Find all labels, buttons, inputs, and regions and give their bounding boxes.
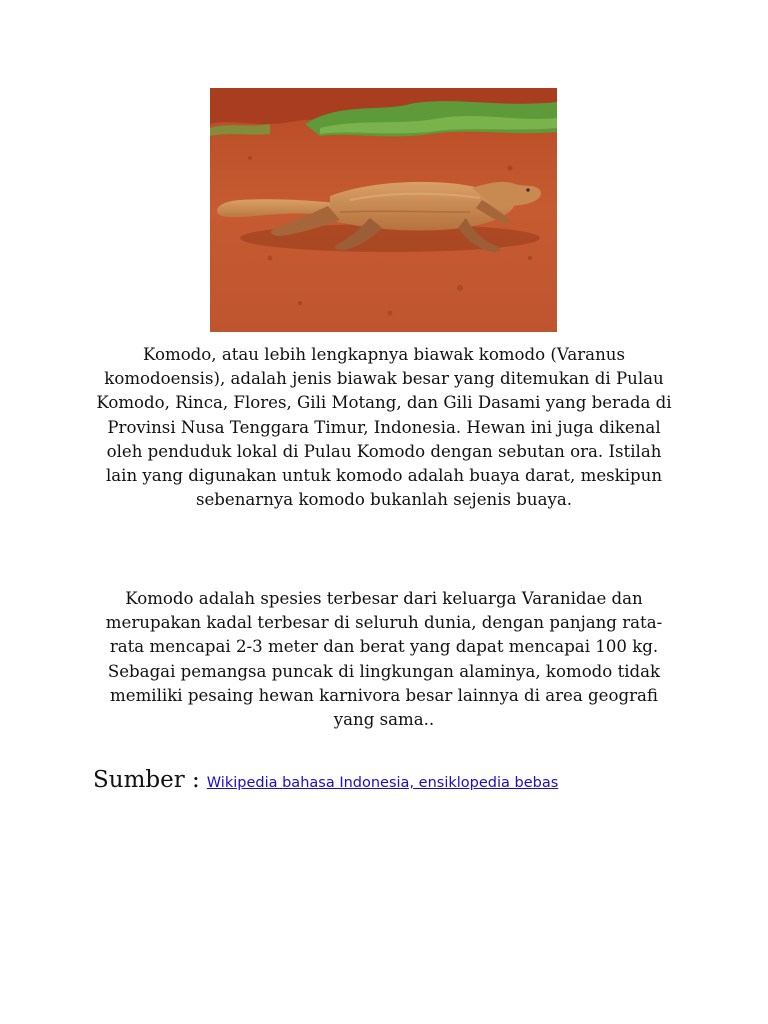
description-paragraph: Komodo adalah spesies terbesar dari keluarga Varanidae dan merupakan kadal terbesar di seluruh dunia, dengan panjang rata-rata mencapai 2-3 meter dan berat yang dapat mencapai 100 kg. Sebagai pemangsa puncak di lingkungan alaminya, komodo tidak memiliki pesaing hewan karnivora besar lainnya di area geografi yang sama.. — [105, 589, 663, 730]
source-label: Sumber : — [93, 767, 200, 793]
komodo-dragon-illustration — [210, 88, 557, 332]
komodo-photo — [210, 88, 557, 332]
source-link[interactable]: Wikipedia bahasa Indonesia, ensiklopedia bebas — [206, 775, 559, 791]
source-line — [93, 767, 558, 793]
intro-paragraph: Komodo, atau lebih lengkapnya biawak komodo (Varanus komodoensis), adalah jenis biawak besar yang ditemukan di Pulau Komodo, Rinca, Flores, Gili Motang, dan Gili Dasami yang berada di Provinsi Nusa Tenggara Timur, Indonesia. Hewan ini juga dikenal oleh penduduk lokal di Pulau Komodo dengan sebutan ora. Istilah lain yang digunakan untuk komodo adalah buaya darat, meskipun sebenarnya komodo bukanlah sejenis buaya. — [96, 345, 672, 510]
